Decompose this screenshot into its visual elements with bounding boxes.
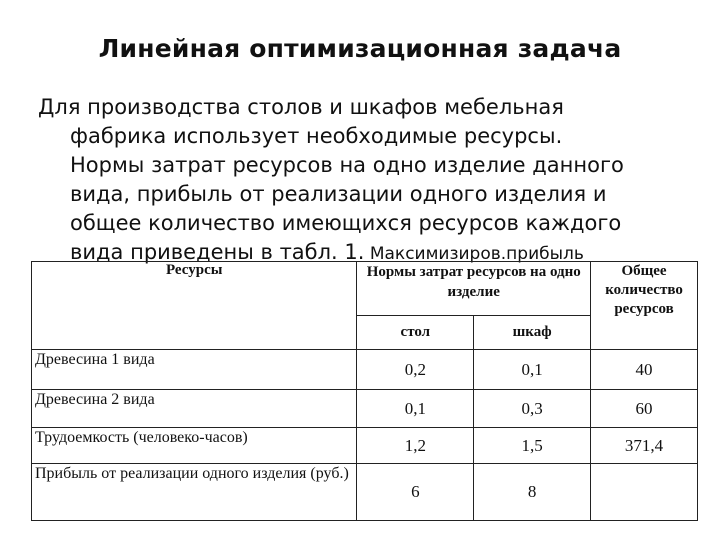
row-name: Древесина 2 вида	[32, 390, 357, 428]
cell-cabinet: 8	[474, 464, 591, 521]
cell-cabinet: 1,5	[474, 428, 591, 464]
paragraph-line: фабрика использует необходимые ресурсы.	[70, 124, 563, 148]
table-row	[32, 428, 698, 464]
cell-table: 6	[357, 464, 474, 521]
paragraph-line: Для производства столов и шкафов мебельная	[38, 95, 564, 119]
cell-table: 0,1	[357, 390, 474, 428]
cell-total	[591, 464, 698, 521]
header-resources: Ресурсы	[32, 262, 357, 350]
row-name: Древесина 1 вида	[32, 350, 357, 390]
paragraph-line-text: вида приведены в табл. 1.	[70, 240, 365, 264]
paragraph-tail: Максимизиров.прибыль	[364, 244, 584, 264]
header-cabinet-col: шкаф	[474, 316, 591, 350]
cell-cabinet: 0,1	[474, 350, 591, 390]
cell-total: 60	[591, 390, 698, 428]
table-row	[32, 350, 698, 390]
paragraph-line: Нормы затрат ресурсов на одно изделие данного	[70, 153, 624, 177]
slide-title: Линейная оптимизационная задача	[98, 34, 622, 63]
resources-table	[31, 261, 698, 521]
header-total: Общее количество ресурсов	[591, 262, 698, 350]
problem-description	[38, 93, 698, 269]
table-row	[32, 464, 698, 521]
paragraph-line: общее количество имеющихся ресурсов каждого	[70, 211, 622, 235]
cell-table: 1,2	[357, 428, 474, 464]
cell-total: 40	[591, 350, 698, 390]
row-name: Трудоемкость (человеко-часов)	[32, 428, 357, 464]
header-norms: Нормы затрат ресурсов на одно изделие	[357, 262, 591, 316]
cell-table: 0,2	[357, 350, 474, 390]
table-row	[32, 390, 698, 428]
row-name: Прибыль от реализации одного изделия (руб.)	[32, 464, 357, 521]
paragraph-line: вида, прибыль от реализации одного изделия и	[70, 182, 607, 206]
header-table-col: стол	[357, 316, 474, 350]
cell-total: 371,4	[591, 428, 698, 464]
cell-cabinet: 0,3	[474, 390, 591, 428]
